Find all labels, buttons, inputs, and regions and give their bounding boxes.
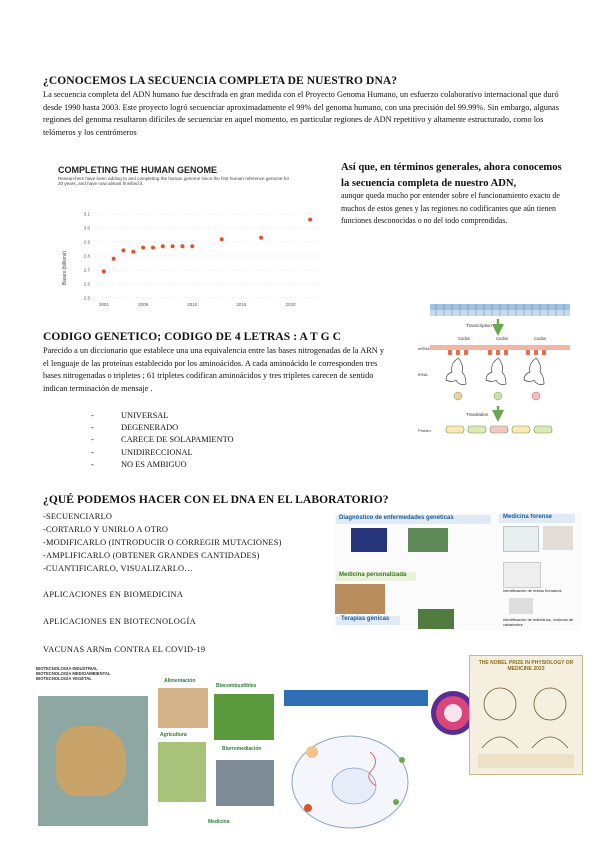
chart-x-tick-label: 2020 <box>285 302 296 307</box>
codon-label-2: Codon <box>496 336 509 341</box>
translation-diagram <box>418 298 578 441</box>
chart-y-axis-label: Bases (billions) <box>62 251 68 285</box>
chart-point <box>259 236 263 240</box>
biotech-biocombustibles-label: Biocombustibles <box>216 683 257 689</box>
section-code-title: CODIGO GENETICO; CODIGO DE 4 LETRAS : A T G C <box>43 331 342 343</box>
biomedicine-panel <box>333 512 581 630</box>
genome-scatter-plot <box>52 160 328 308</box>
list-item: - CARECE DE SOLAPAMIENTO <box>91 434 234 446</box>
biotech-medicina-label: Medicina <box>208 819 230 825</box>
summary-rest: aunque queda mucho por entender sobre el funcionamiento exacto de muchos de estos genes y las regiones no codificantes que aún tienen funciones desconocidas o no del todo comprendidas. <box>341 191 560 225</box>
section-lab-title: ¿QUÉ PODEMOS HACER CON EL DNA EN EL LABORATORIO? <box>43 494 389 506</box>
biotech-agricultura-label: Agricultura <box>160 732 187 738</box>
chart-x-tick-label: 2010 <box>187 302 198 307</box>
chart-point <box>171 244 175 248</box>
mrna-vaccine-diagram <box>284 690 432 833</box>
genome-chart-title: COMPLETING THE HUMAN GENOME <box>58 165 217 175</box>
transcription-label: Transcription <box>466 323 492 328</box>
chart-point <box>112 257 116 261</box>
chart-point <box>151 246 155 250</box>
biomed-forense-label: Medicina forense <box>503 514 553 520</box>
genome-chart-subtitle: Researchers have been adding to and completing the human genome since the first human reference genome for 20 years, and have now almost finished it. <box>58 176 290 187</box>
chart-point <box>121 248 125 252</box>
codon-label-1: Codon <box>458 336 471 341</box>
genome-chart <box>52 160 328 308</box>
chart-y-tick-label: 2.8 <box>83 253 90 259</box>
summary-block <box>341 160 563 228</box>
biomed-personalizada-label: Medicina personalizada <box>339 572 407 578</box>
nobel-portraits <box>470 656 582 774</box>
list-item: -MODIFICARLO (INTRODUCIR O CORREGIR MUTACIONES) <box>43 538 282 547</box>
chart-point <box>141 246 145 250</box>
list-item: -SECUENCIARLO <box>43 512 113 521</box>
chart-point <box>308 218 312 222</box>
chart-point <box>131 250 135 254</box>
app-biotecnologia: APLICACIONES EN BIOTECNOLOGÍA <box>43 617 196 626</box>
mrna-vaccine-art <box>284 690 432 833</box>
chart-point <box>220 237 224 241</box>
chart-y-tick-label: 2.5 <box>83 295 90 301</box>
biomed-identificacion-label: Identificación de restos humanos <box>503 588 562 593</box>
chart-x-tick-label: 2001 <box>98 302 109 307</box>
biotech-alimentacion-label: Alimentación <box>164 678 196 684</box>
list-item: - DEGENERADO <box>91 422 234 434</box>
nobel-panel <box>469 655 583 775</box>
chart-y-tick-label: 2.7 <box>83 267 90 273</box>
code-properties-list <box>91 410 234 471</box>
list-item: -CORTARLO Y UNIRLO A OTRO <box>43 525 169 534</box>
list-item: - NO ES AMBIGUO <box>91 459 234 471</box>
section-dna-title: ¿CONOCEMOS LA SECUENCIA COMPLETA DE NUESTRO DNA? <box>43 75 398 87</box>
list-item: - UNIVERSAL <box>91 410 234 422</box>
biotech-biorremediacion-label: Biorremediación <box>222 746 262 752</box>
protein-label: Protein <box>418 428 431 433</box>
chart-point <box>190 244 194 248</box>
list-item: - UNIDIRECCIONAL <box>91 447 234 459</box>
biomed-victimas-label: Identificación de individuos, víctimas de catástrofes <box>503 617 574 627</box>
nobel-title: THE NOBEL PRIZE IN PHYSIOLOGY OR MEDICINE 2023 <box>478 660 574 672</box>
chart-x-tick-label: 2015 <box>236 302 247 307</box>
chart-point <box>102 269 106 273</box>
translation-diagram-art <box>418 298 578 441</box>
section-dna-body: La secuencia completa del ADN humano fue descifrada en gran medida con el Proyecto Genoma Humano, un esfuerzo colaborativo internacional que duró desde 1990 hasta 2003. Este proyecto logró secuenciar aproximadamente el 99% del genoma humano, con una precisión del 99.99%. Sin embargo, algunas regiones del genoma resultaron difíciles de secuenciar en aquel momento, en particular regiones de ADN repetitivo y altamente estructurado, como los telómeros y los centrómeros <box>43 90 559 137</box>
lab-list <box>43 510 282 575</box>
summary-lead: Así que, en términos generales, ahora conocemos la secuencia completa de nuestro ADN, <box>341 162 562 189</box>
biotech-panel <box>36 666 281 832</box>
chart-y-tick-label: 2.6 <box>83 281 90 287</box>
app-biomedicina: APLICACIONES EN BIOMEDICINA <box>43 590 184 599</box>
translation-label: Translation <box>466 412 489 417</box>
chart-y-tick-label: 3.0 <box>83 225 90 231</box>
chart-x-tick-label: 2005 <box>138 302 149 307</box>
chart-y-tick-label: 2.9 <box>83 239 90 245</box>
biomed-terapias-label: Terapias génicas <box>341 616 390 622</box>
chart-y-tick-label: 3.1 <box>83 211 90 217</box>
section-code-body: Parecido a un diccionario que establece una una equivalencia entre las bases nitrogenadas de la ARN y el lenguaje de las proteínas establecido por los aminoácidos. A cada aminoácido le corresponden tres bases nitrogenadas o tripletes ; 61 tripletes codifican aminoácidos y tres tripletes carecen de sentido indican terminación de mensaje . <box>43 346 384 393</box>
chart-point <box>161 244 165 248</box>
list-item: -AMPLIFICARLO (OBTENER GRANDES CANTIDADES) <box>43 551 260 560</box>
chart-point <box>180 244 184 248</box>
trna-label: tRNA <box>418 372 428 377</box>
list-item: -CUANTIFICARLO, VISUALIZARLO… <box>43 564 193 573</box>
codon-label-3: Codon <box>534 336 547 341</box>
mrna-label: mRNA <box>418 346 430 351</box>
app-vacunas: VACUNAS ARNm CONTRA EL COVID-19 <box>43 645 206 654</box>
biomed-diagnostico-label: Diagnóstico de enfermedades genéticas <box>339 515 454 521</box>
biotech-header: BIOTECNOLOGÍA INDUSTRIAL BIOTECNOLOGÍA MEDIOAMBIENTAL BIOTECNOLOGÍA VEGETAL <box>36 666 111 681</box>
